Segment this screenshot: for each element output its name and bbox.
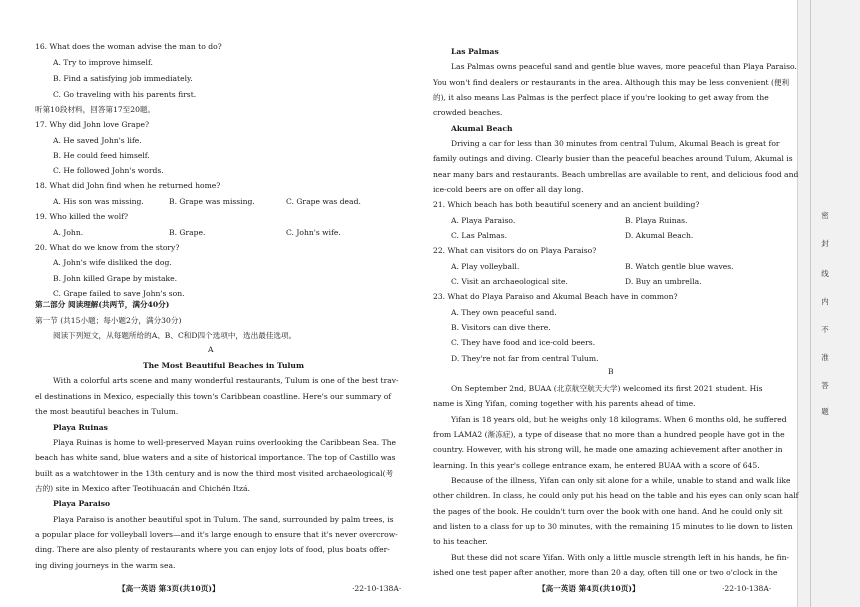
text-line: A. They own peaceful sand. bbox=[451, 308, 557, 317]
text-line: B. Watch gentle blue waves. bbox=[625, 262, 734, 271]
text-line: Yifan is 18 years old, but he weighs only 18 kilograms. When 6 months old, he suffered bbox=[451, 415, 787, 424]
text-line: Akumal Beach bbox=[451, 124, 513, 133]
seal-char: 封 bbox=[821, 239, 829, 248]
footer-right-page: 【高一英语 第4页(共10页)】 bbox=[538, 584, 640, 593]
text-line: The Most Beautiful Beaches in Tulum bbox=[143, 361, 304, 370]
text-line: 20. What do we know from the story? bbox=[35, 243, 180, 252]
text-line: the pages of the book. He couldn't turn over the book with one hand. And he could only sit bbox=[433, 507, 783, 516]
seal-char: 内 bbox=[821, 297, 829, 306]
text-line: A. He saved John's life. bbox=[53, 136, 142, 145]
text-line: Las Palmas owns peaceful sand and gentle blue waves, more peaceful than Playa Paraiso. bbox=[451, 62, 797, 71]
footer-left-code: ·22-10-138A· bbox=[352, 584, 402, 593]
text-line: 阅读下列短文，从每题所给的A、B、C和D四个选项中，选出最佳选项。 bbox=[53, 331, 297, 340]
text-line: But these did not scare Yifan. With only a little muscle strength left in his hands, he fin- bbox=[451, 553, 790, 562]
text-line: Playa Ruinas is home to well-preserved Mayan ruins overlooking the Caribbean Sea. The bbox=[53, 438, 397, 447]
footer-right-code: ·22-10-138A· bbox=[722, 584, 772, 593]
text-line: and listen to a class for up to 30 minutes, with the remaining 15 minutes to lie down to listen bbox=[433, 522, 793, 531]
seal-char: 题 bbox=[821, 407, 829, 416]
text-line: 第二部分 阅读理解(共两节，满分40分) bbox=[35, 300, 170, 309]
text-line: C. Grape was dead. bbox=[286, 197, 361, 206]
text-line: C. They have food and ice-cold beers. bbox=[451, 338, 596, 347]
text-line: 18. What did John find when he returned home? bbox=[35, 181, 221, 190]
text-line: to his teacher. bbox=[433, 537, 488, 546]
text-line: C. He followed John's words. bbox=[53, 166, 164, 175]
text-line: other children. In class, he could only put his head on the table and his eyes can only scan half bbox=[433, 491, 799, 500]
footer-left-page: 【高一英语 第3页(共10页)】 bbox=[118, 584, 220, 593]
seal-char: 密 bbox=[821, 211, 829, 220]
text-line: A bbox=[208, 345, 214, 354]
text-line: A. Playa Paraiso. bbox=[451, 216, 516, 225]
text-line: A. Try to improve himself. bbox=[53, 58, 153, 67]
text-line: B. Find a satisfying job immediately. bbox=[53, 74, 193, 83]
text-line: from LAMA2 (渐冻症), a type of disease that no more than a hundred people have got in the bbox=[433, 430, 785, 439]
text-line: 听第10段材料，回答第17至20题。 bbox=[35, 105, 156, 114]
seal-char: 不 bbox=[821, 325, 829, 334]
text-line: 古的) site in Mexico after Teotihuacán and Chichén Itzá. bbox=[35, 484, 250, 493]
text-line: Playa Ruinas bbox=[53, 423, 108, 432]
text-line: 19. Who killed the wolf? bbox=[35, 212, 129, 221]
text-line: 17. Why did John love Grape? bbox=[35, 120, 150, 129]
seal-char: 线 bbox=[821, 269, 829, 278]
text-line: Las Palmas bbox=[451, 47, 499, 56]
text-line: On September 2nd, BUAA (北京航空航天大学) welcomed its first 2021 student. His bbox=[451, 384, 763, 393]
text-line: B. Grape was missing. bbox=[169, 197, 255, 206]
text-line: 第一节 (共15小题；每小题2分，满分30分) bbox=[35, 316, 182, 325]
text-line: B bbox=[608, 367, 614, 376]
text-line: family outings and diving. Clearly busier than the peaceful beaches around Tulum, Akumal is bbox=[433, 154, 793, 163]
text-line: A. John. bbox=[53, 228, 84, 237]
text-line: Playa Paraiso bbox=[53, 499, 111, 508]
text-line: 23. What do Playa Paraiso and Akumal Beach have in common? bbox=[433, 292, 678, 301]
text-line: C. Visit an archaeological site. bbox=[451, 277, 568, 286]
text-line: Playa Paraiso is another beautiful spot in Tulum. The sand, surrounded by palm trees, is bbox=[53, 515, 394, 524]
text-line: 21. Which beach has both beautiful scenery and an ancient building? bbox=[433, 200, 700, 209]
text-line: B. John killed Grape by mistake. bbox=[53, 274, 178, 283]
text-line: A. John's wife disliked the dog. bbox=[53, 258, 172, 267]
text-line: B. Playa Ruinas. bbox=[625, 216, 688, 225]
text-line: 的), it also means Las Palmas is the perfect place if you're looking to get away from the bbox=[433, 93, 769, 102]
text-line: el destinations in Mexico, especially this town's Caribbean coastline. Here's our summary of bbox=[35, 392, 392, 401]
text-line: ing diving journeys in the warm sea. bbox=[35, 561, 176, 570]
text-line: C. John's wife. bbox=[286, 228, 341, 237]
text-line: Driving a car for less than 30 minutes from central Tulum, Akumal Beach is great for bbox=[451, 139, 780, 148]
text-line: You won't find dealers or restaurants in the area. Although this may be less convenient (便利 bbox=[433, 78, 790, 87]
text-line: C. Grape failed to save John's son. bbox=[53, 289, 185, 298]
text-line: 16. What does the woman advise the man to do? bbox=[35, 42, 222, 51]
text-line: beach has white sand, blue waters and a site of historical importance. The top of Castillo was bbox=[35, 453, 396, 462]
text-line: C. Go traveling with his parents first. bbox=[53, 90, 197, 99]
text-line: a popular place for volleyball lovers—and it's large enough to ensure that it's never overcrow- bbox=[35, 530, 398, 539]
text-line: name is Xing Yifan, coming together with his parents ahead of time. bbox=[433, 399, 696, 408]
text-line: ished one test paper after another, more than 20 a day, often till one or two o'clock in the bbox=[433, 568, 778, 577]
text-line: ice-cold beers are on offer all day long. bbox=[433, 185, 584, 194]
text-line: 22. What can visitors do on Playa Paraiso? bbox=[433, 246, 597, 255]
text-line: B. He could feed himself. bbox=[53, 151, 150, 160]
text-line: learning. In this year's college entrance exam, he entered BUAA with a score of 645. bbox=[433, 461, 760, 470]
text-line: B. Visitors can dive there. bbox=[451, 323, 551, 332]
text-line: B. Grape. bbox=[169, 228, 206, 237]
text-line: A. His son was missing. bbox=[53, 197, 144, 206]
text-line: C. Las Palmas. bbox=[451, 231, 508, 240]
text-line: the most beautiful beaches in Tulum. bbox=[35, 407, 179, 416]
text-line: Because of the illness, Yifan can only sit alone for a while, unable to stand and walk like bbox=[451, 476, 791, 485]
text-line: ding. There are also plenty of restaurants where you can enjoy lots of food, plus boats offer- bbox=[35, 545, 390, 554]
seal-char: 准 bbox=[821, 353, 829, 362]
text-line: D. Buy an umbrella. bbox=[625, 277, 702, 286]
text-line: D. Akumal Beach. bbox=[625, 231, 694, 240]
text-line: D. They're not far from central Tulum. bbox=[451, 354, 599, 363]
text-line: country. However, with his strong will, he made one amazing achievement after another in bbox=[433, 445, 783, 454]
text-line: built as a watchtower in the 13th century and is now the third most visited archaeological(考 bbox=[35, 469, 394, 478]
text-line: crowded beaches. bbox=[433, 108, 503, 117]
text-line: near many bars and restaurants. Beach umbrellas are available to rent, and delicious food and bbox=[433, 170, 799, 179]
text-line: With a colorful arts scene and many wonderful restaurants, Tulum is one of the best trav- bbox=[53, 376, 399, 385]
text-line: A. Play volleyball. bbox=[451, 262, 520, 271]
seal-char: 答 bbox=[821, 381, 829, 390]
